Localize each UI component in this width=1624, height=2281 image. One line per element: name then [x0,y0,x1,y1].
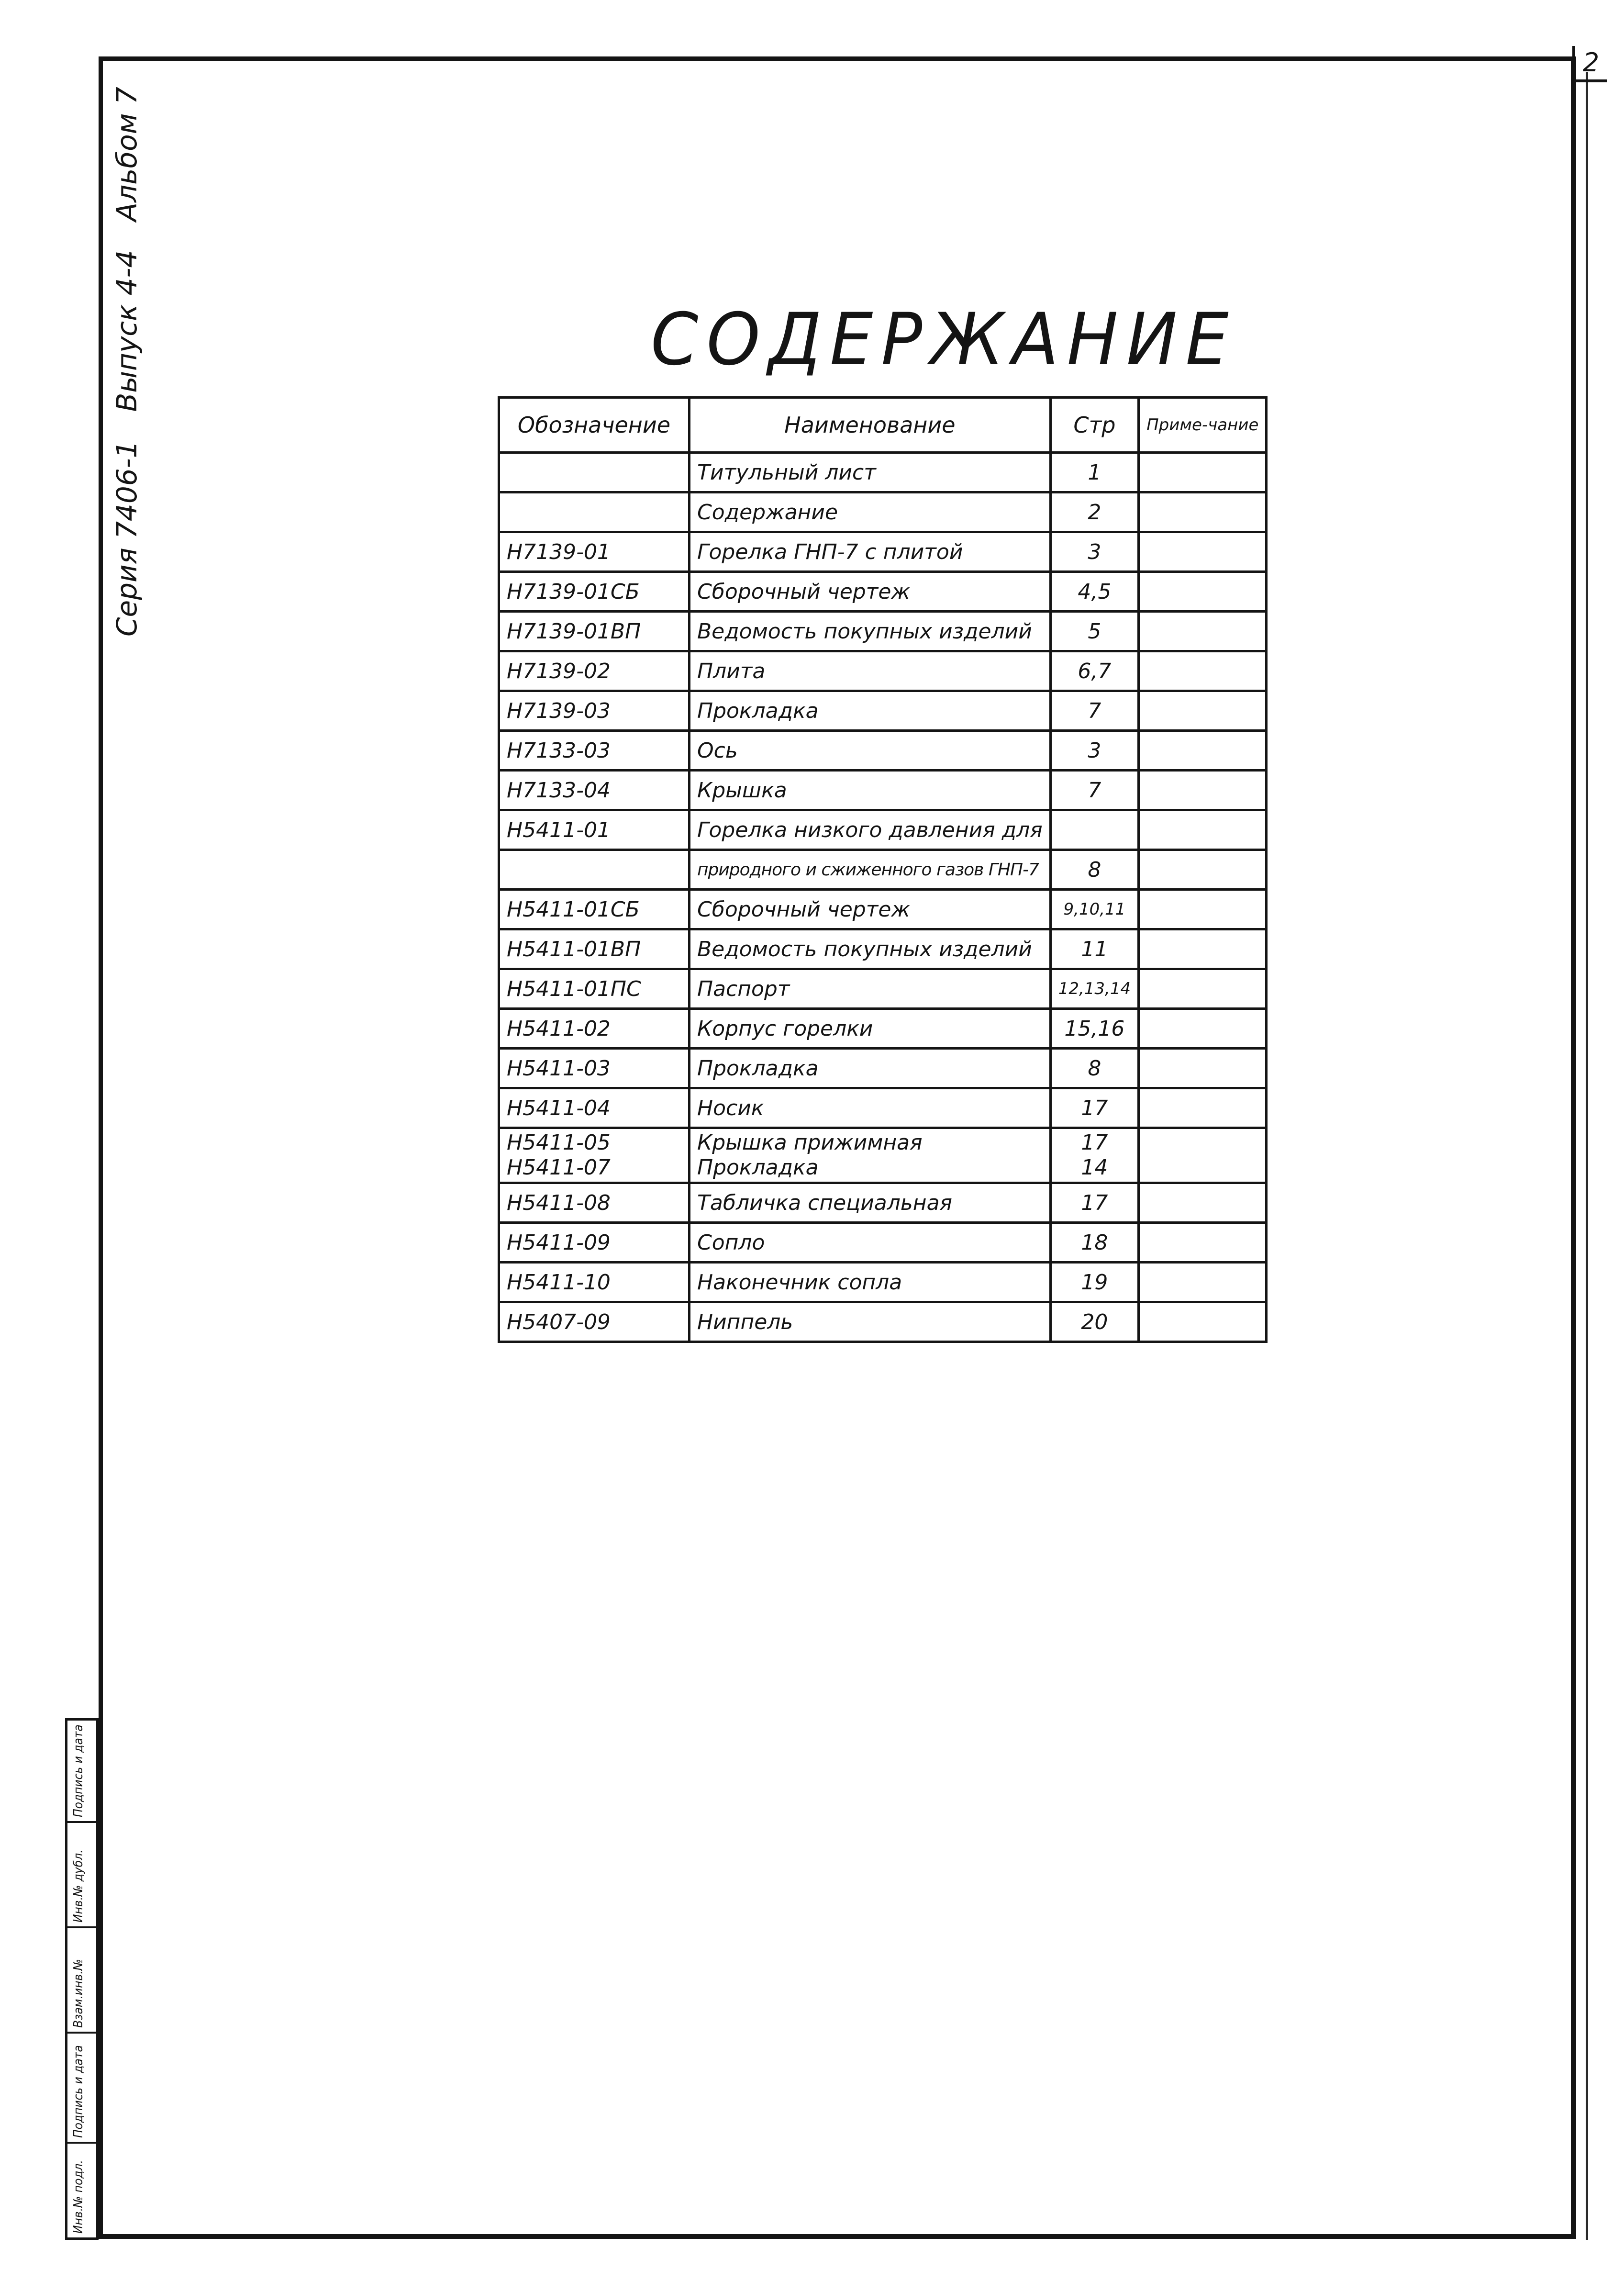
binding-stamp [65,1718,99,2240]
cell-page: 3 [1050,731,1138,771]
table-row [499,850,1267,890]
cell-note [1139,1223,1267,1263]
cell-name: Прокладка [690,1049,1051,1088]
page-title: СОДЕРЖАНИЕ [651,298,1237,381]
table-row [499,1302,1267,1342]
cell-page: 18 [1050,1223,1138,1263]
cell-note [1139,492,1267,532]
cell-code: Н5411-08 [499,1183,690,1223]
cell-page: 12,13,14 [1050,969,1138,1009]
cell-note [1139,1183,1267,1223]
cell-name: Прокладка [690,691,1051,731]
stamp-cell-replace-inv: Взам.инв.№ [67,1926,96,2032]
cell-note [1139,651,1267,691]
cell-page: 11 [1050,929,1138,969]
cell-note [1139,731,1267,771]
cell-code: Н7139-03 [499,691,690,731]
double-pages: 17 14 [1050,1128,1138,1183]
table-row [499,969,1267,1009]
cell-note [1139,771,1267,810]
table-row [499,612,1267,651]
cell-note [1139,810,1267,850]
cell-code: Н7133-04 [499,771,690,810]
cell-code: Н5411-09 [499,1223,690,1263]
cell-page [1050,810,1138,850]
cell-note [1139,1088,1267,1128]
cell-code: Н7139-02 [499,651,690,691]
cell-note [1139,850,1267,890]
table-row [499,1263,1267,1302]
stamp-cell-sign-date-2: Подпись и дата [71,1724,86,1817]
cell-name: Сопло [690,1223,1051,1263]
cell-code [499,453,690,492]
cell-note [1139,1049,1267,1088]
cell-name: Сборочный чертеж [690,890,1051,929]
cell-note [1139,1263,1267,1302]
cell-name: Корпус горелки [690,1009,1051,1049]
side-caption [105,62,148,637]
cell-note [1139,929,1267,969]
table-row-double [499,1128,1267,1183]
cell-name: Ведомость покупных изделий [690,929,1051,969]
contents-table [498,396,1268,1343]
issue-label: Выпуск 4-4 [111,250,143,412]
cell-note [1139,1302,1267,1342]
cell-note [1139,969,1267,1009]
cell-name: Табличка специальная [690,1183,1051,1223]
cell-page: 9,10,11 [1050,890,1138,929]
cell-name: Горелка низкого давления для [690,810,1051,850]
album-label: Альбом 7 [111,87,143,222]
header-note: Приме-чание [1139,398,1267,453]
cell-page: 5 [1050,612,1138,651]
cell-name: Сборочный чертеж [690,572,1051,612]
cell-note [1139,612,1267,651]
table-row [499,929,1267,969]
cell-page: 19 [1050,1263,1138,1302]
cell-name: природного и сжиженного газов ГНП-7 [690,850,1051,890]
cell-name: Содержание [690,492,1051,532]
cell-name: Крышка [690,771,1051,810]
sheet-number: 2 [1572,46,1607,82]
cell-name: Плита [690,651,1051,691]
cell-page: 1 [1050,453,1138,492]
cell-code [499,492,690,532]
cell-note [1139,453,1267,492]
table-row [499,1183,1267,1223]
cell-note [1139,572,1267,612]
cell-page: 20 [1050,1302,1138,1342]
cell-name: Ведомость покупных изделий [690,612,1051,651]
table-row [499,453,1267,492]
stamp-cell-inv-dup: Инв.№ дубл. [67,1821,96,1926]
series-label: Серия 7406-1 [111,440,143,637]
cell-page: 7 [1050,691,1138,731]
cell-name: Носик [690,1088,1051,1128]
table-row [499,771,1267,810]
table-row [499,1088,1267,1128]
double-note [1139,1128,1267,1183]
cell-code: Н7139-01СБ [499,572,690,612]
table-row [499,731,1267,771]
cell-code: Н5411-01ПС [499,969,690,1009]
table-row [499,572,1267,612]
cell-page: 3 [1050,532,1138,572]
table-row [499,651,1267,691]
cell-page: 8 [1050,850,1138,890]
cell-page: 8 [1050,1049,1138,1088]
cell-name: Паспорт [690,969,1051,1009]
cell-code: Н7139-01 [499,532,690,572]
frame-double-edge [1586,72,1588,2240]
cell-code: Н5411-01 [499,810,690,850]
cell-code: Н5411-01СБ [499,890,690,929]
cell-page: 2 [1050,492,1138,532]
cell-name: Горелка ГНП-7 с плитой [690,532,1051,572]
cell-code: Н5407-09 [499,1302,690,1342]
cell-page: 6,7 [1050,651,1138,691]
cell-code: Н7139-01ВП [499,612,690,651]
cell-code: Н5411-01ВП [499,929,690,969]
cell-note [1139,1009,1267,1049]
cell-page: 7 [1050,771,1138,810]
table-row [499,532,1267,572]
cell-code: Н7133-03 [499,731,690,771]
cell-note [1139,532,1267,572]
table-row [499,492,1267,532]
cell-code: Н5411-02 [499,1009,690,1049]
table-row [499,691,1267,731]
stamp-cell-sign-date-1: Подпись и дата [67,2032,96,2142]
table-row [499,1223,1267,1263]
table-row [499,1009,1267,1049]
cell-name: Наконечник сопла [690,1263,1051,1302]
cell-page: 4,5 [1050,572,1138,612]
cell-page: 17 [1050,1183,1138,1223]
table-row [499,810,1267,850]
cell-code [499,850,690,890]
double-codes: Н5411-05 Н5411-07 [499,1128,690,1183]
header-page: Стр [1050,398,1138,453]
cell-name: Ниппель [690,1302,1051,1342]
stamp-cell-inv-orig: Инв.№ подл. [67,2142,96,2237]
header-name: Наименование [690,398,1051,453]
table-row [499,1049,1267,1088]
cell-code: Н5411-04 [499,1088,690,1128]
header-code: Обозначение [499,398,690,453]
cell-code: Н5411-10 [499,1263,690,1302]
cell-note [1139,691,1267,731]
cell-page: 17 [1050,1088,1138,1128]
cell-name: Ось [690,731,1051,771]
cell-note [1139,890,1267,929]
table-row [499,890,1267,929]
cell-name: Титульный лист [690,453,1051,492]
cell-code: Н5411-03 [499,1049,690,1088]
table-header-row [499,398,1267,453]
cell-page: 15,16 [1050,1009,1138,1049]
double-names: Крышка прижимная Прокладка [690,1128,1051,1183]
